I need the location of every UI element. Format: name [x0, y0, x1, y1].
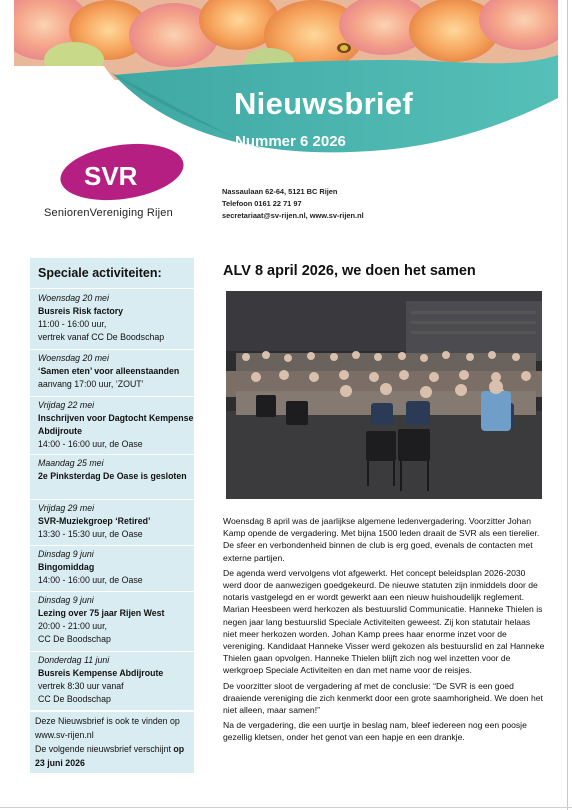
event-date: Vrijdag 29 mei [38, 503, 95, 513]
article-paragraph: De voorzitter sloot de vergadering af met de conclusie: “De SVR is een goed draaiende vereniging die zich kenmerkt door een grote saamhorigheid. We doen het niet alleen, maar samen!” [223, 680, 543, 716]
event-detail: 14:00 - 16:00 uur, de Oase [38, 439, 143, 449]
article-body [223, 515, 545, 747]
sidebar-divider [30, 499, 194, 500]
event-name: ‘Samen eten’ voor alleenstaanden [38, 366, 180, 376]
logo-full-name: SeniorenVereniging Rijen [44, 207, 173, 219]
event-item [38, 654, 194, 706]
contact-web: secretariaat@sv-rijen.nl, www.sv-rijen.nl [222, 211, 364, 220]
sidebar-divider [30, 454, 194, 455]
event-item [38, 352, 194, 391]
sidebar-divider [30, 651, 194, 652]
event-name: Lezing over 75 jaar Rijen West [38, 608, 165, 618]
page-edge-bottom [0, 807, 572, 808]
event-item [38, 457, 194, 483]
event-detail: vertrek 8:30 uur vanaf [38, 681, 124, 691]
event-date: Donderdag 11 juni [38, 655, 110, 665]
event-date: Vrijdag 22 mei [38, 400, 95, 410]
sidebar-divider [30, 591, 194, 592]
page-edge-right [567, 0, 568, 810]
event-date: Woensdag 20 mei [38, 293, 109, 303]
logo-initials: SVR [84, 161, 138, 191]
issue-number: Nummer 6 2026 [235, 133, 346, 150]
event-detail: 14:00 - 16:00 uur, de Oase [38, 575, 143, 585]
event-name: 2e Pinksterdag De Oase is gesloten [38, 471, 187, 481]
note-website: Deze Nieuwsbrief is ook te vinden op www.sv-rijen.nl [35, 716, 180, 740]
event-name: Busreis Kempense Abdijroute [38, 668, 164, 678]
contact-phone: Telefoon 0161 22 71 97 [222, 199, 302, 208]
sidebar-divider [30, 349, 194, 350]
article-paragraph: Woensdag 8 april was de jaarlijkse algemene ledenvergadering. Voorzitter Johan Kamp opende de vergadering. Met bijna 1500 leden draait de SVR als een tierelier. De sfeer en verbondenheid binnen de club is erg goed, evenals de contacten met externe partijen. [223, 516, 540, 563]
event-detail: aanvang 17:00 uur, ‘ZOUT’ [38, 379, 144, 389]
event-item [38, 594, 194, 646]
contact-address: Nassaulaan 62-64, 5121 BC Rijen [222, 187, 338, 196]
event-detail: CC De Boodschap [38, 634, 111, 644]
event-detail: CC De Boodschap [38, 694, 111, 704]
sidebar-title: Speciale activiteiten: [38, 266, 162, 280]
newsletter-title: Nieuwsbrief [234, 86, 414, 121]
event-detail: vertrek vanaf CC De Boodschap [38, 332, 165, 342]
event-detail: 11:00 - 16:00 uur, [38, 319, 107, 329]
sidebar-note [35, 714, 191, 770]
note-next-prefix: De volgende nieuwsbrief verschijnt [35, 744, 171, 754]
event-name: Busreis Risk factory [38, 306, 124, 316]
article-paragraph: Na de vergadering, die een uurtje in beslag nam, bleef iedereen nog een poosje gezellig kletsen, onder het genot van een hapje en een drankje. [223, 720, 527, 743]
event-item [38, 399, 194, 451]
event-date: Maandag 25 mei [38, 458, 104, 468]
event-item [38, 502, 194, 541]
event-name: Inschrijven voor Dagtocht Kempense Abdijroute [38, 413, 194, 436]
sidebar-divider [30, 545, 194, 546]
note-next-issue [35, 742, 191, 770]
event-detail: 20:00 - 21:00 uur, [38, 621, 107, 631]
event-detail: 13:30 - 15:30 uur, de Oase [38, 529, 143, 539]
event-date: Woensdag 20 mei [38, 353, 109, 363]
sidebar-divider [30, 288, 194, 289]
sidebar-divider [30, 710, 194, 712]
contact-block [222, 186, 364, 222]
article-paragraph: De agenda werd vervolgens vlot afgewerkt. Het concept beleidsplan 2026-2030 werd door de aanwezigen goedgekeurd. De nieuwe statuten zijn inmiddels door de notaris vastgelegd en er wordt gewerkt aan een nieuw huishoudelijk reglement. Marian Heesbeen werd herkozen als bestuurslid Communicatie. Hanneke Thielen is negen jaar lang bestuurslid Speciale Activiteiten geweest. Zij kon statutair helaas niet meer herkozen worden. Johan Kamp prees haar enorme inzet voor de vereniging. Kandidaat Hanneke Visser werd gekozen als bestuurslid en zal Hanneke Thielen gaan opvolgen. Hanneke Thielen blijft zich nog wel inzetten voor de werkgroep Speciale Activiteiten en dan met name voor de reisjes. [223, 567, 545, 676]
article-headline: ALV 8 april 2026, we doen het samen [223, 263, 476, 279]
event-date: Dinsdag 9 juni [38, 595, 94, 605]
event-item [38, 292, 194, 344]
event-item [38, 548, 194, 587]
event-name: Bingomiddag [38, 562, 95, 572]
event-name: SVR-Muziekgroep ‘Retired’ [38, 516, 151, 526]
note-next-date: op 23 juni 2026 [35, 744, 185, 768]
meeting-photo [226, 291, 542, 499]
event-date: Dinsdag 9 juni [38, 549, 94, 559]
sidebar-divider [30, 396, 194, 397]
